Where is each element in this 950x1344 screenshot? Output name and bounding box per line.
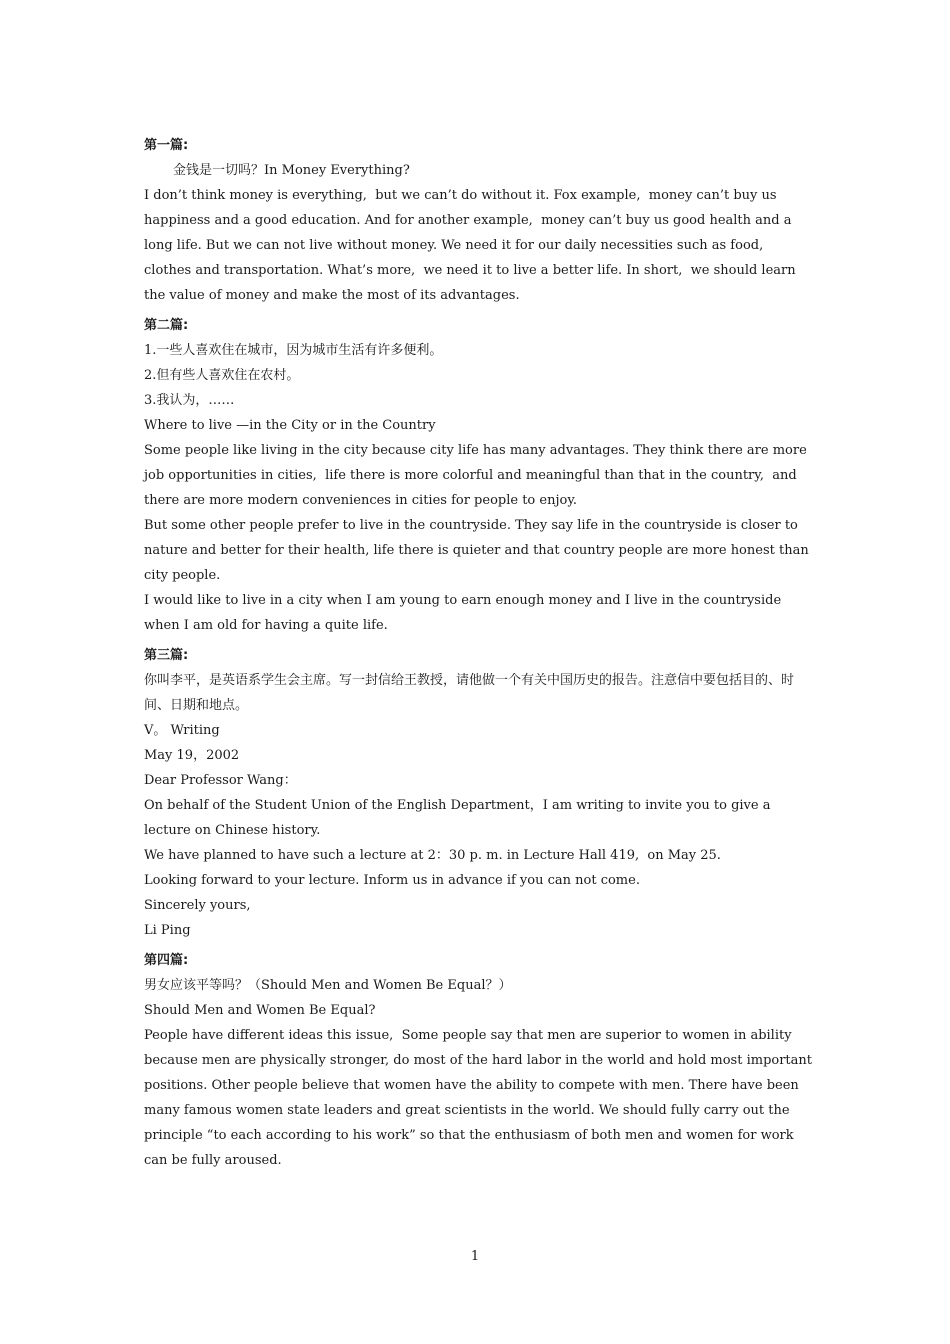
section-heading: 第四篇: (144, 953, 189, 968)
outline-item: 2.但有些人喜欢住在农村。 (144, 368, 300, 383)
paragraph: But some other people prefer to live in the countryside. They say life in the countryside is closer to nature and better for their health, life there is quieter and that country people are more honest than city people. (144, 518, 813, 583)
section-title: Should Men and Women Be Equal? (144, 1003, 376, 1018)
section-4 (144, 948, 817, 1173)
outline-item: 3.我认为，…… (144, 393, 235, 408)
letter-salutation: Dear Professor Wang： (144, 773, 297, 788)
paragraph: Some people like living in the city because city life has many advantages. They think there are more job opportunities in cities, life there is more colorful and meaningful than that in the country, and there are more modern conveniences in cities for people to enjoy. (144, 443, 811, 508)
section-title: Where to live —in the City or in the Country (144, 418, 436, 433)
letter-date: May 19，2002 (144, 748, 240, 763)
page-number: 1 (470, 1249, 480, 1264)
paragraph: I don’t think money is everything, but we can’t do without it. Fox example, money can’t buy us happiness and a good education. And for another example, money can’t buy us good health and a long life. But we can not live without money. We need it for our daily necessities such as food, clothes and transportation. What’s more, we need it to live a better life. In short, we should learn the value of money and make the most of its advantages. (144, 188, 800, 303)
section-heading: 第二篇: (144, 318, 189, 333)
section-heading: 第一篇: (144, 138, 189, 153)
outline-item: 1.一些人喜欢住在城市，因为城市生活有许多便利。 (144, 343, 443, 358)
paragraph: I would like to live in a city when I am young to earn enough money and I live in the countryside when I am old for having a quite life. (144, 593, 786, 633)
paragraph: On behalf of the Student Union of the English Department，I am writing to invite you to give a lecture on Chinese history. (144, 798, 775, 838)
section-title: Ⅴ。 Writing (144, 723, 220, 738)
document-body (144, 133, 817, 1173)
section-3 (144, 643, 812, 943)
prompt-text: 男女应该平等吗？（Should Men and Women Be Equal？） (144, 978, 512, 993)
paragraph: We have planned to have such a lecture at 2：30 p. m. in Lecture Hall 419, on May 25. (144, 848, 721, 863)
section-1 (144, 133, 812, 308)
prompt-text: 你叫李平，是英语系学生会主席。写一封信给王教授，请他做一个有关中国历史的报告。注意信中要包括目的、时间、日期和地点。 (144, 673, 795, 713)
letter-signature: Li Ping (144, 923, 191, 938)
section-heading: 第三篇: (144, 648, 189, 663)
section-2 (144, 313, 812, 638)
letter-closing: Sincerely yours, (144, 898, 251, 913)
section-title: 金钱是一切吗？In Money Everything? (173, 163, 410, 178)
paragraph: People have different ideas this issue, Some people say that men are superior to women in ability because men are physically stronger, do most of the hard labor in the world and hold most important positions. Other people believe that women have the ability to compete with men. There have been many famous women state leaders and great scientists in the world. We should fully carry out the principle “to each according to his work” so that the enthusiasm of both men and women for work can be fully aroused. (144, 1028, 817, 1168)
paragraph: Looking forward to your lecture. Inform us in advance if you can not come. (144, 873, 640, 888)
